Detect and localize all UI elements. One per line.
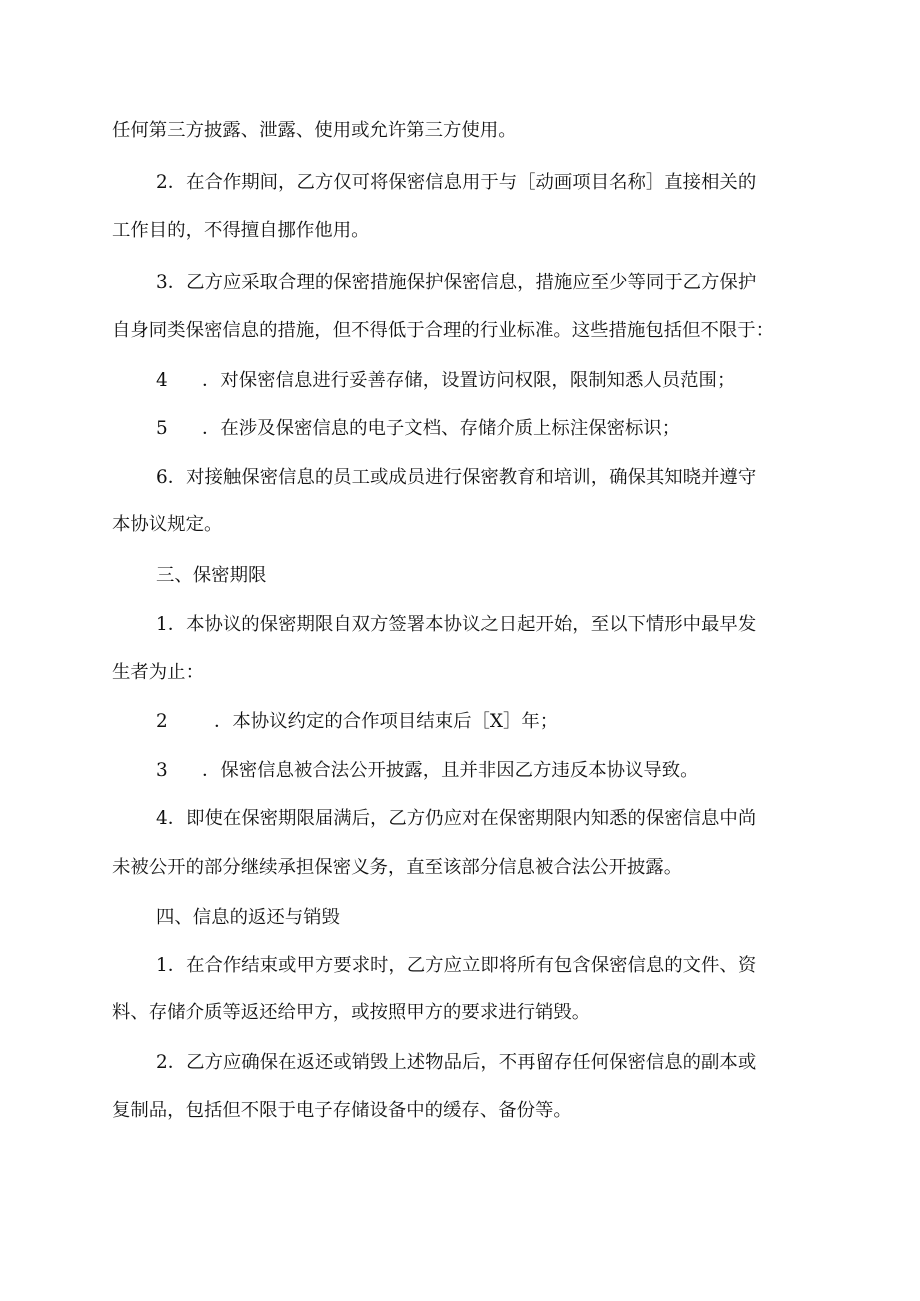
clause-line (156, 1050, 756, 1076)
clause-text: ．在合作期间，乙方仅可将保密信息用于与［动画项目名称］直接相关的 (167, 172, 757, 193)
clause-text: ．对保密信息进行妥善存储，设置访问权限，限制知悉人员范围； (202, 370, 736, 391)
clause-text: ．即使在保密期限届满后，乙方仍应对在保密期限内知悉的保密信息中尚 (167, 808, 757, 829)
section-heading: 三、保密期限 (156, 565, 267, 586)
paragraph-line: 生者为止： (112, 662, 204, 683)
clause-text: ．乙方应采取合理的保密措施保护保密信息，措施应至少等同于乙方保护 (167, 272, 757, 293)
paragraph-line: 料、存储介质等返还给甲方，或按照甲方的要求进行销毁。 (112, 1002, 591, 1023)
clause-text: ．乙方应确保在返还或销毁上述物品后，不再留存任何保密信息的副本或 (167, 1052, 757, 1073)
clause-line (156, 465, 756, 491)
clause-number: 1 (156, 955, 168, 976)
paragraph-line: 工作目的，不得擅自挪作他用。 (112, 220, 370, 241)
clause-number: 1 (156, 614, 168, 635)
clause-text: ．在涉及保密信息的电子文档、存储介质上标注保密标识； (202, 418, 681, 439)
paragraph-line: 自身同类保密信息的措施，但不得低于合理的行业标准。这些措施包括但不限于： (112, 320, 775, 341)
clause-text: ．本协议约定的合作项目结束后［X］年； (214, 711, 559, 732)
clause-line (156, 612, 756, 638)
paragraph-line: 复制品，包括但不限于电子存储设备中的缓存、备份等。 (112, 1100, 572, 1121)
clause-line (156, 806, 756, 832)
paragraph-line: 任何第三方披露、泄露、使用或允许第三方使用。 (112, 120, 517, 141)
clause-line (156, 170, 756, 196)
clause-line (156, 270, 756, 296)
clause-number: 2 (156, 172, 168, 193)
clause-number: 4 (156, 370, 168, 391)
clause-line (156, 368, 735, 394)
clause-number: 6 (156, 467, 168, 488)
clause-number: 5 (156, 418, 168, 439)
clause-line (156, 709, 558, 735)
clause-number: 4 (156, 808, 168, 829)
clause-number: 3 (156, 760, 168, 781)
clause-number: 2 (156, 711, 168, 732)
clause-line (156, 416, 680, 442)
clause-text: ．在合作结束或甲方要求时，乙方应立即将所有包含保密信息的文件、资 (167, 955, 757, 976)
clause-text: ．本协议的保密期限自双方签署本协议之日起开始，至以下情形中最早发 (167, 614, 757, 635)
clause-line (156, 953, 756, 979)
paragraph-line: 本协议规定。 (112, 514, 223, 535)
clause-number: 2 (156, 1052, 168, 1073)
clause-line (156, 758, 699, 784)
paragraph-line: 未被公开的部分继续承担保密义务，直至该部分信息被合法公开披露。 (112, 857, 683, 878)
section-heading: 四、信息的返还与销毁 (156, 907, 340, 928)
clause-number: 3 (156, 272, 168, 293)
clause-text: ．保密信息被合法公开披露，且并非因乙方违反本协议导致。 (202, 760, 699, 781)
clause-text: ．对接触保密信息的员工或成员进行保密教育和培训，确保其知晓并遵守 (167, 467, 757, 488)
